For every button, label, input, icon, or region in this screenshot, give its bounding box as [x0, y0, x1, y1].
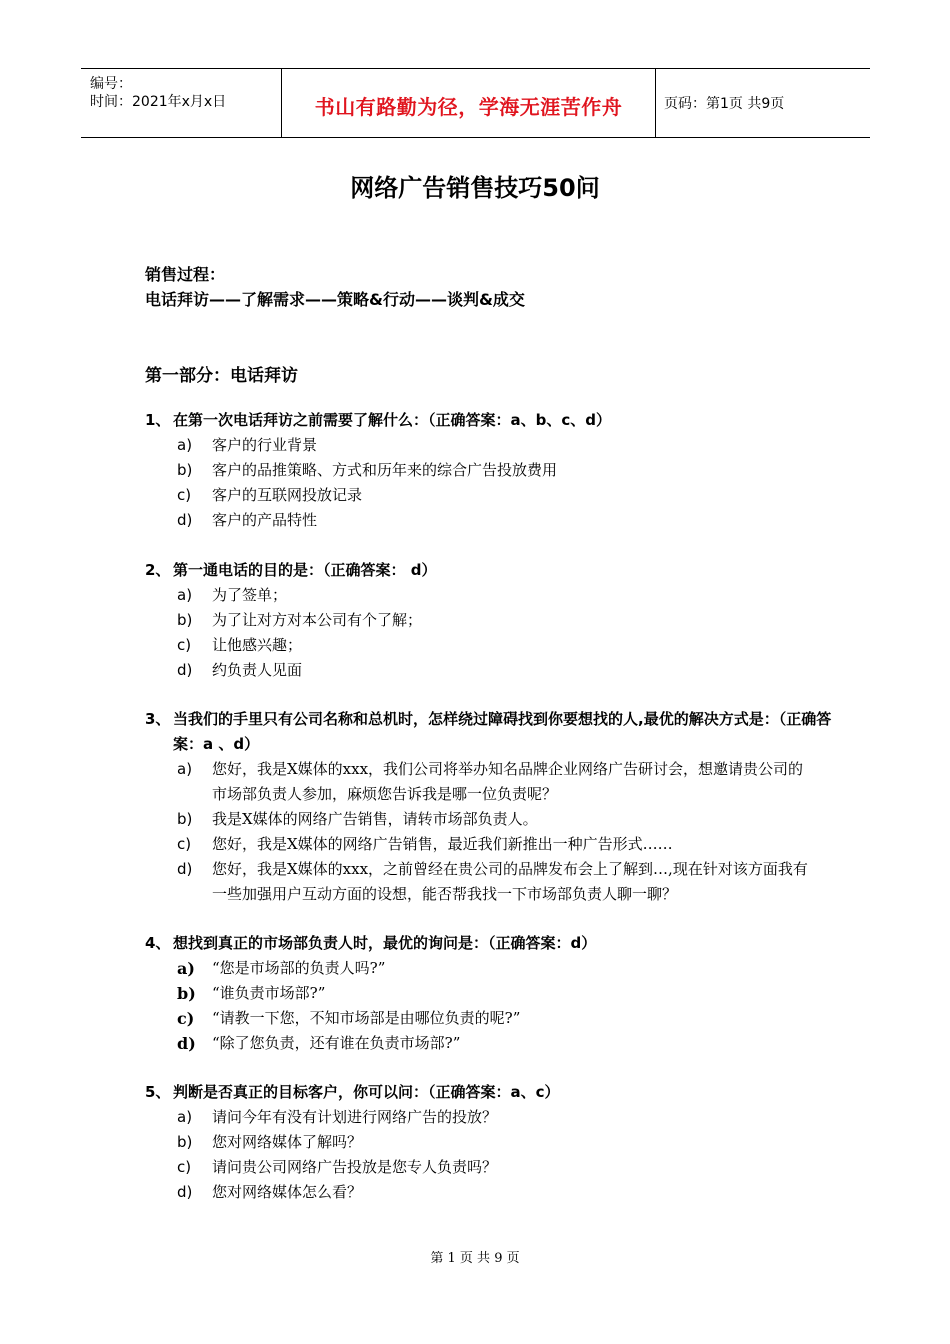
option-text: 您好，我是X媒体的xxx，之前曾经在贵公司的品牌发布会上了解到…,现在针对该方面我有一些加强用户互动方面的设想，能否帮我找一下市场部负责人聊一聊？: [212, 860, 808, 903]
process-steps: 电话拜访——了解需求——策略&行动——谈判&成交: [145, 290, 525, 309]
option-text: 约负责人见面: [212, 661, 303, 679]
option-text: “您是市场部的负责人吗?”: [212, 959, 386, 977]
question-text: 当我们的手里只有公司名称和总机时，怎样绕过障碍找到你要想找的人,最优的解决方式是：（正确答案：a 、d）: [173, 710, 832, 753]
option-letter: b): [177, 461, 193, 479]
option-text: 客户的行业背景: [212, 436, 318, 454]
option-text: 客户的互联网投放记录: [212, 486, 363, 504]
question-number: 3、: [145, 710, 171, 728]
header-right-cell: [655, 69, 870, 137]
option-text: 客户的产品特性: [212, 511, 318, 529]
option-text: 您好，我是X媒体的网络广告销售，最近我们新推出一种广告形式……: [212, 835, 673, 853]
option-letter: d): [177, 1183, 193, 1201]
option-text: 为了签单；: [212, 586, 288, 604]
option-text: 客户的品推策略、方式和历年来的综合广告投放费用: [212, 461, 558, 479]
option-letter: d): [177, 1034, 196, 1053]
option-text: 您对网络媒体了解吗？: [212, 1133, 363, 1151]
option-letter: d): [177, 661, 193, 679]
motto: 书山有路勤为径，学海无涯苦作舟: [314, 95, 623, 119]
question-text: 想找到真正的市场部负责人时，最优的询问是：（正确答案：d）: [173, 934, 597, 952]
option-letter: a): [177, 760, 193, 778]
option-text: 请问贵公司网络广告投放是您专人负责吗？: [212, 1158, 498, 1176]
question-text: 在第一次电话拜访之前需要了解什么：（正确答案：a、b、c、d）: [173, 411, 611, 429]
process-label: 销售过程：: [145, 265, 226, 284]
option-letter: b): [177, 984, 196, 1003]
time-label: 时间：2021年x月x日: [90, 94, 227, 110]
question-text: 判断是否真正的目标客户，你可以问：（正确答案：a、c）: [173, 1083, 560, 1101]
option-text: 您好，我是X媒体的xxx，我们公司将举办知名品牌企业网络广告研讨会，想邀请贵公司的市场部负责人参加，麻烦您告诉我是哪一位负责呢？: [212, 760, 804, 803]
header-left-cell: [81, 69, 281, 137]
option-letter: c): [177, 835, 192, 853]
option-letter: c): [177, 636, 192, 654]
option-letter: b): [177, 611, 193, 629]
option-letter: c): [177, 1009, 195, 1028]
option-text: “除了您负责，还有谁在负责市场部?”: [212, 1034, 461, 1052]
question-text: 第一通电话的目的是：（正确答案： d）: [173, 561, 437, 579]
document-title: 网络广告销售技巧50问: [350, 174, 600, 202]
question-number: 4、: [145, 934, 171, 952]
option-text: 让他感兴趣；: [212, 636, 303, 654]
part-title: 第一部分：电话拜访: [145, 366, 298, 386]
option-letter: c): [177, 1158, 192, 1176]
question-number: 2、: [145, 561, 171, 579]
option-letter: b): [177, 1133, 193, 1151]
option-letter: b): [177, 810, 193, 828]
option-letter: a): [177, 959, 195, 978]
document-header: [81, 68, 870, 138]
number-label: 编号：: [90, 76, 132, 92]
option-letter: d): [177, 511, 193, 529]
page-info: 页码：第1页 共9页: [664, 96, 785, 112]
option-text: “谁负责市场部?”: [212, 984, 326, 1002]
question-number: 1、: [145, 411, 171, 429]
option-text: 您对网络媒体怎么看？: [212, 1183, 363, 1201]
option-text: 我是X媒体的网络广告销售，请转市场部负责人。: [212, 810, 538, 828]
option-text: 为了让对方对本公司有个了解；: [212, 611, 423, 629]
header-middle-cell: [281, 69, 656, 137]
question-number: 5、: [145, 1083, 171, 1101]
option-text: 请问今年有没有计划进行网络广告的投放？: [212, 1108, 498, 1126]
option-letter: c): [177, 486, 192, 504]
option-letter: a): [177, 436, 193, 454]
option-letter: a): [177, 586, 193, 604]
option-letter: a): [177, 1108, 193, 1126]
option-letter: d): [177, 860, 193, 878]
option-text: “请教一下您，不知市场部是由哪位负责的呢?”: [212, 1009, 521, 1027]
page-footer: 第 1 页 共 9 页: [430, 1251, 520, 1266]
